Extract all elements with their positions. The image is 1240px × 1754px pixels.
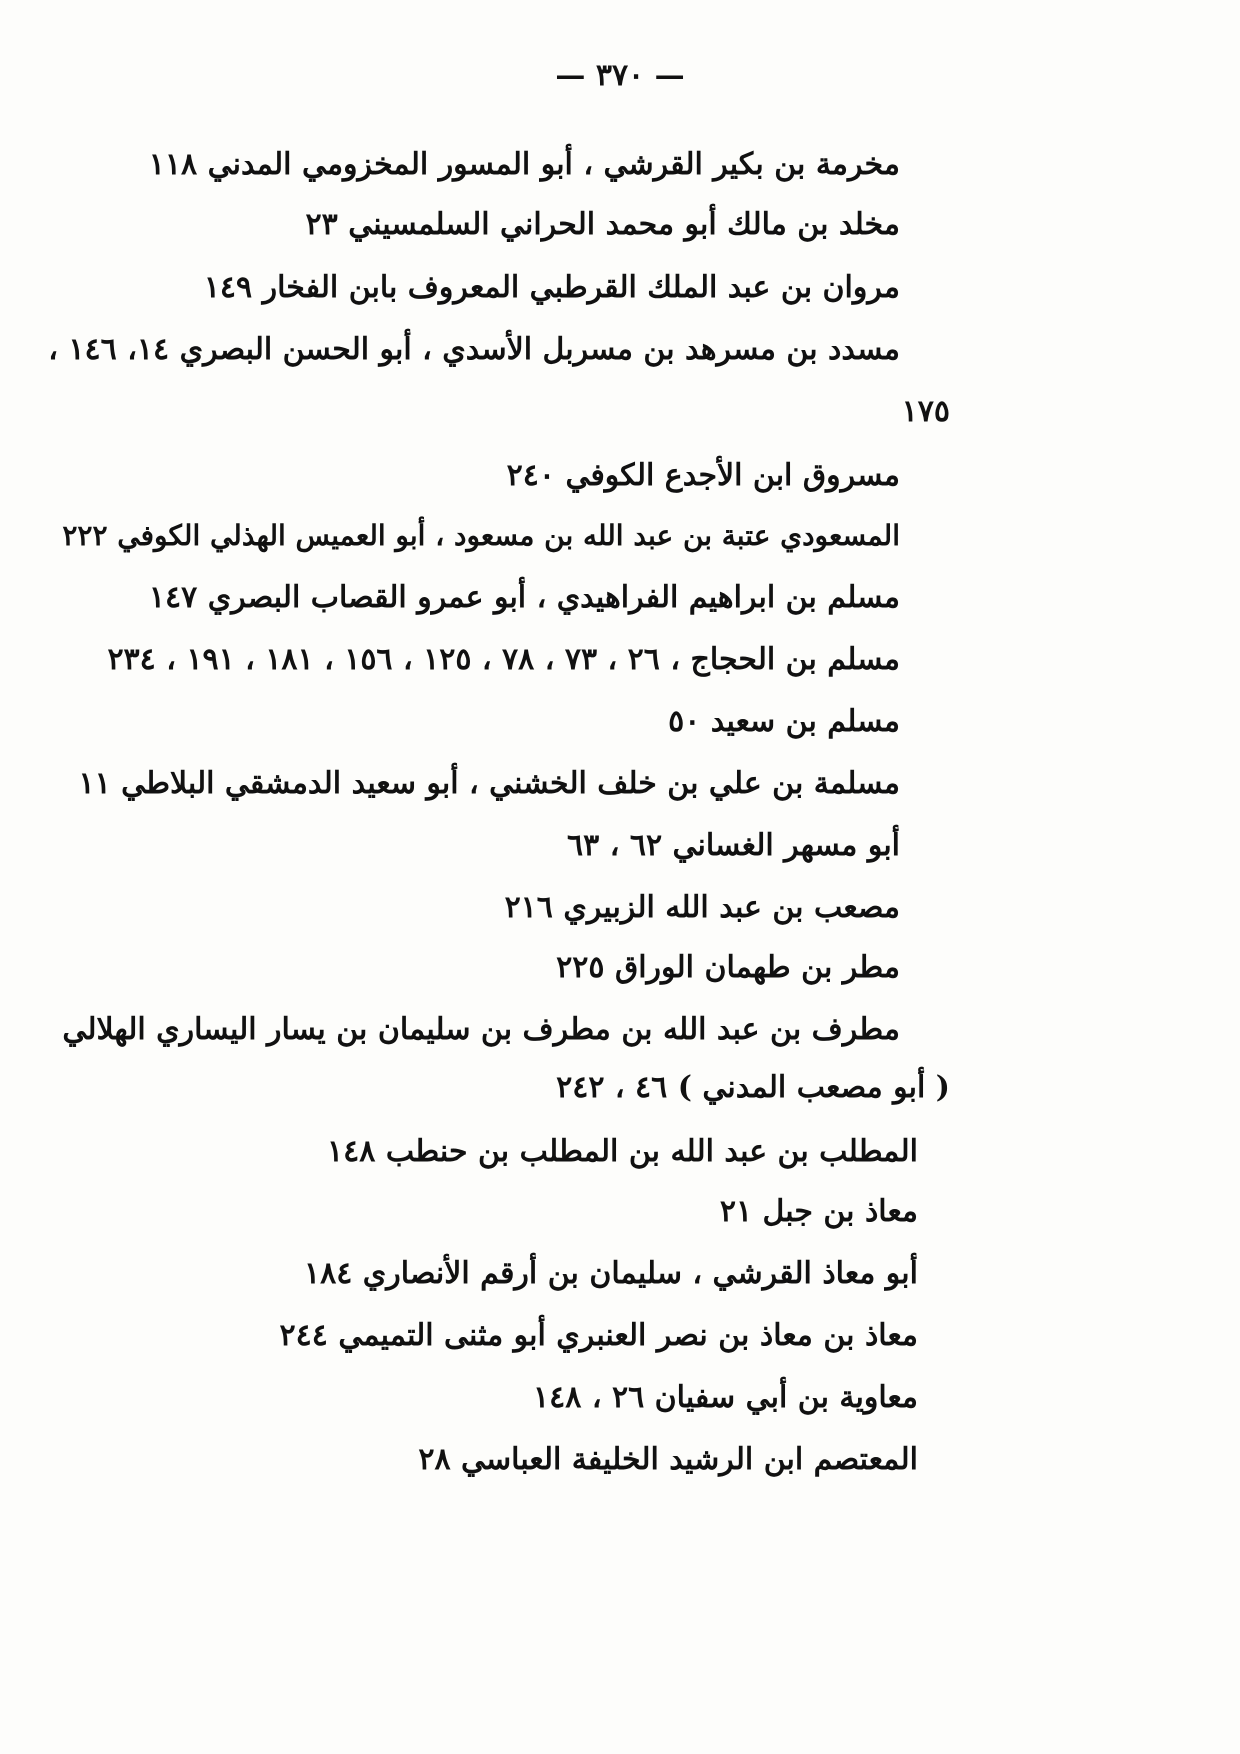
index-entry: ( أبو مصعب المدني ) ٤٦ ، ٢٤٢ bbox=[556, 1070, 950, 1105]
page-number: — ٣٧٠ — bbox=[555, 58, 685, 93]
index-entry: مخرمة بن بكير القرشي ، أبو المسور المخزومي المدني ١١٨ bbox=[148, 147, 900, 182]
index-entry: معاذ بن معاذ بن نصر العنبري أبو مثنى التميمي ٢٤٤ bbox=[279, 1318, 918, 1353]
index-entry: مسدد بن مسرهد بن مسربل الأسدي ، أبو الحسن البصري ١٤، ١٤٦ ، bbox=[48, 332, 900, 367]
index-entry: مسلم بن سعيد ٥٠ bbox=[668, 704, 900, 739]
index-entry: مسروق ابن الأجدع الكوفي ٢٤٠ bbox=[506, 458, 900, 493]
index-entry: أبو مسهر الغساني ٦٢ ، ٦٣ bbox=[567, 828, 900, 863]
index-entry: مطر بن طهمان الوراق ٢٢٥ bbox=[556, 950, 900, 985]
index-entry: المسعودي عتبة بن عبد الله بن مسعود ، أبو العميس الهذلي الكوفي ٢٢٢ bbox=[62, 519, 900, 552]
index-entry: معاوية بن أبي سفيان ٢٦ ، ١٤٨ bbox=[533, 1380, 918, 1415]
index-entry: مطرف بن عبد الله بن مطرف بن سليمان بن يسار اليساري الهلالي bbox=[62, 1012, 900, 1047]
index-entry: مصعب بن عبد الله الزبيري ٢١٦ bbox=[504, 890, 900, 925]
index-entry: مروان بن عبد الملك القرطبي المعروف بابن الفخار ١٤٩ bbox=[203, 270, 900, 305]
index-entry: المعتصم ابن الرشيد الخليفة العباسي ٢٨ bbox=[418, 1442, 918, 1477]
index-entry: معاذ بن جبل ٢١ bbox=[719, 1194, 918, 1229]
index-entry: مسلم بن الحجاج ، ٢٦ ، ٧٣ ، ٧٨ ، ١٢٥ ، ١٥٦ ، ١٨١ ، ١٩١ ، ٢٣٤ bbox=[107, 642, 900, 677]
index-entry: المطلب بن عبد الله بن المطلب بن حنطب ١٤٨ bbox=[327, 1134, 918, 1169]
index-entry: أبو معاذ القرشي ، سليمان بن أرقم الأنصاري ١٨٤ bbox=[303, 1256, 918, 1291]
index-entry: ١٧٥ bbox=[901, 394, 950, 429]
index-entry: مسلمة بن علي بن خلف الخشني ، أبو سعيد الدمشقي البلاطي ١١ bbox=[78, 766, 900, 801]
index-entry: مسلم بن ابراهيم الفراهيدي ، أبو عمرو القصاب البصري ١٤٧ bbox=[148, 580, 900, 615]
index-entry: مخلد بن مالك أبو محمد الحراني السلمسيني ٢٣ bbox=[305, 207, 900, 242]
